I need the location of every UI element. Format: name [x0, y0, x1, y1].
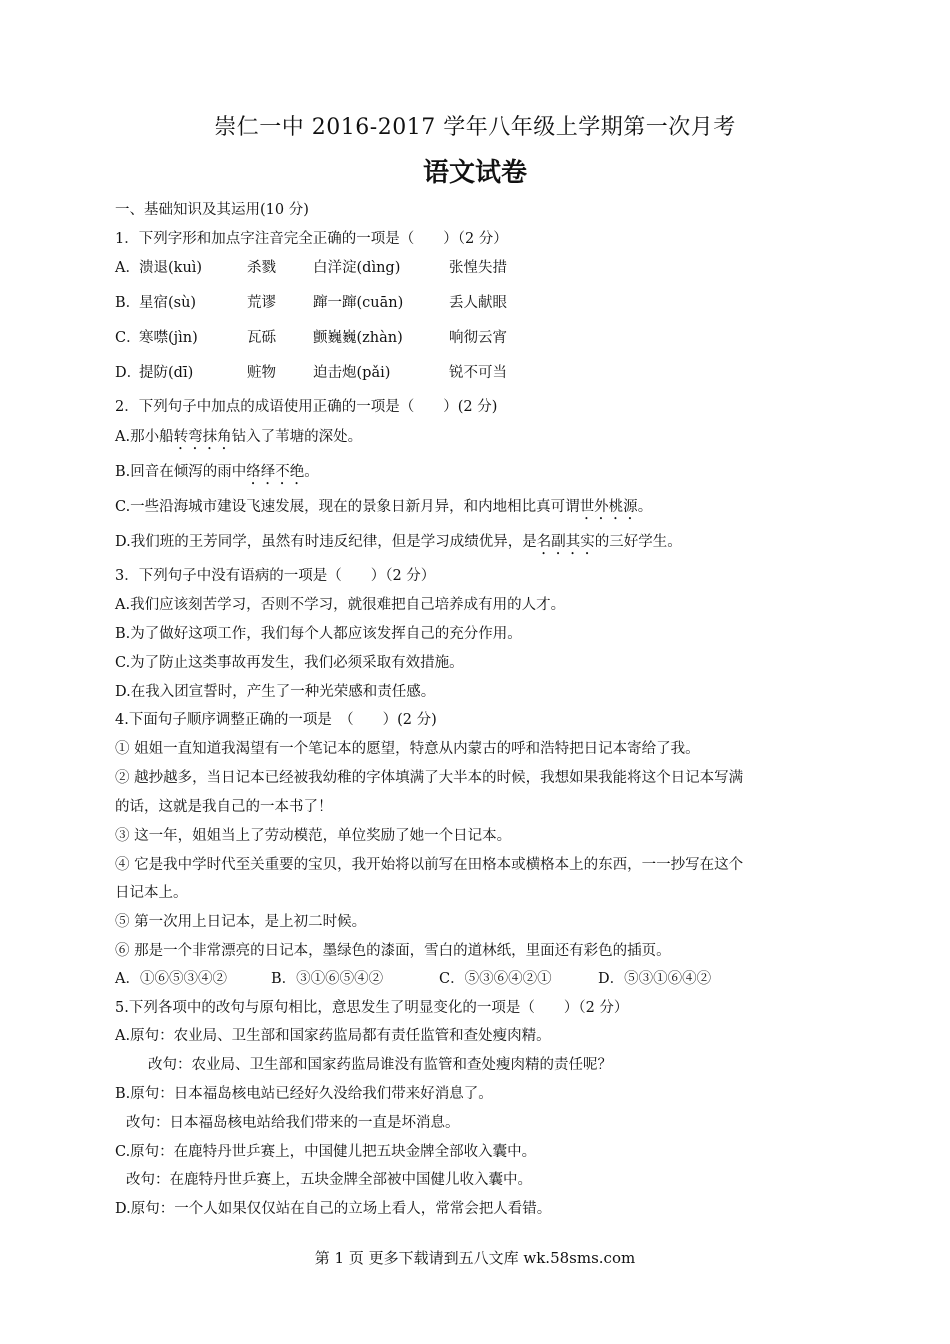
dotted-idiom: 世外桃源 [579, 499, 638, 515]
q4-sentence-6: ⑥ 那是一个非常漂亮的日记本，墨绿色的漆面，雪白的道林纸，里面还有彩色的插页。 [115, 943, 671, 959]
dotted-idiom: 名副其实 [536, 534, 595, 550]
page-footer: 第 1 页 更多下载请到五八文库 wk.58sms.com [314, 1249, 636, 1267]
q3-option-a: A.我们应该刻苦学习，否则不学习，就很难把自己培养成有用的人才。 [115, 597, 566, 613]
q2-stem: 2．下列句子中加点的成语使用正确的一项是（ ）(2 分) [115, 399, 498, 415]
q4-sentence-3: ③ 这一年，姐姐当上了劳动模范，单位奖励了她一个日记本。 [115, 828, 512, 844]
q4-option-b: B．③①⑥⑤④② [271, 971, 384, 987]
q4-option-c: C．⑤③⑥④②① [439, 971, 552, 987]
q4-sentence-5: ⑤ 第一次用上日记本，是上初二时候。 [115, 914, 367, 930]
q2-option-b: B.回音在倾泻的雨中络绎不绝。 [115, 464, 319, 480]
q3-stem: 3．下列句子中没有语病的一项是（ ）（2 分） [115, 568, 436, 584]
q3-option-c: C.为了防止这类事故再发生，我们必须采取有效措施。 [115, 655, 464, 671]
q4-option-a: A．①⑥⑤③④② [115, 971, 227, 987]
q4-option-d: D．⑤③①⑥④② [598, 971, 712, 987]
q5-d-original: D.原句：一个人如果仅仅站在自己的立场上看人，常常会把人看错。 [115, 1201, 552, 1217]
q4-sentence-4-cont: 日记本上。 [115, 885, 188, 901]
q5-stem: 5.下列各项中的改句与原句相比，意思发生了明显变化的一项是（ ）（2 分） [115, 1000, 629, 1016]
q1-option-d: D． 提防(dī) 赃物 迫击炮(pǎi) 锐不可当 [115, 365, 507, 381]
q4-stem: 4.下面句子顺序调整正确的一项是 （ ）(2 分) [115, 712, 437, 728]
q5-a-original: A.原句：农业局、卫生部和国家药监局都有责任监管和查处瘦肉精。 [115, 1028, 551, 1044]
exam-title: 崇仁一中 2016-2017 学年八年级上学期第一次月考 [214, 115, 736, 140]
q4-sentence-2: ② 越抄越多，当日记本已经被我幼稚的字体填满了大半本的时候，我想如果我能将这个日记本写满 [115, 770, 744, 786]
q5-b-revised: 改句：日本福岛核电站给我们带来的一直是坏消息。 [126, 1115, 460, 1131]
q4-sentence-1: ① 姐姐一直知道我渴望有一个笔记本的愿望，特意从内蒙古的呼和浩特把日记本寄给了我。 [115, 741, 700, 757]
q1-option-a: A． 溃退(kuì) 杀戮 白洋淀(dìng) 张惶失措 [115, 260, 507, 276]
q4-sentence-2-cont: 的话，这就是我自己的一本书了！ [115, 799, 333, 815]
dotted-idiom: 转弯抹角 [173, 429, 232, 445]
exam-subtitle: 语文试卷 [422, 158, 527, 188]
q1-stem: 1．下列字形和加点字注音完全正确的一项是（ ）（2 分） [115, 231, 508, 247]
q4-options [115, 969, 815, 989]
q5-c-revised: 改句：在鹿特丹世乒赛上，五块金牌全部被中国健儿收入囊中。 [126, 1172, 532, 1188]
section-heading: 一、基础知识及其运用(10 分) [115, 202, 309, 218]
q5-c-original: C.原句：在鹿特丹世乒赛上，中国健儿把五块金牌全部收入囊中。 [115, 1144, 537, 1160]
dotted-idiom: 络绎不绝 [246, 464, 305, 480]
q2-option-d: D.我们班的王芳同学，虽然有时违反纪律，但是学习成绩优异，是名副其实的三好学生。 [115, 534, 682, 550]
q5-b-original: B.原句：日本福岛核电站已经好久没给我们带来好消息了。 [115, 1086, 493, 1102]
q2-option-c: C.一些沿海城市建设飞速发展，现在的景象日新月异，和内地相比真可谓世外桃源。 [115, 499, 653, 515]
q3-option-b: B.为了做好这项工作，我们每个人都应该发挥自己的充分作用。 [115, 626, 522, 642]
q5-a-revised: 改句：农业局、卫生部和国家药监局谁没有监管和查处瘦肉精的责任呢？ [148, 1057, 612, 1073]
q2-option-a: A.那小船转弯抹角钻入了苇塘的深处。 [115, 429, 363, 445]
q4-sentence-4: ④ 它是我中学时代至关重要的宝贝，我开始将以前写在田格本或横格本上的东西，一一抄写在这个 [115, 857, 744, 873]
q1-option-b: B． 星宿(sù) 荒谬 蹿一蹿(cuān) 丢人献眼 [115, 295, 507, 311]
q3-option-d: D.在我入团宣誓时，产生了一种光荣感和责任感。 [115, 684, 436, 700]
q1-option-c: C． 寒噤(jìn) 瓦砾 颤巍巍(zhàn) 响彻云宵 [115, 330, 507, 346]
